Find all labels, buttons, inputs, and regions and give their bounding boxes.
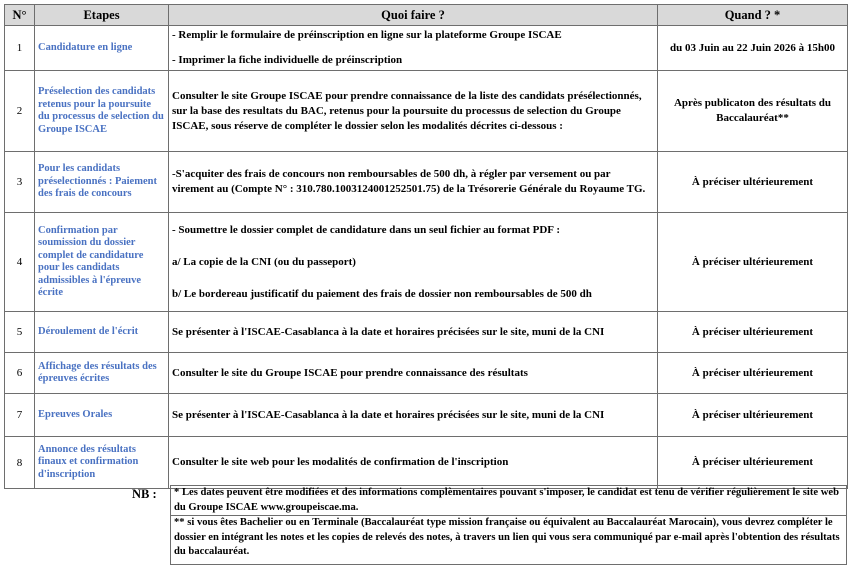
row-quand: À préciser ultérieurement [658, 353, 848, 394]
table-row [5, 152, 848, 213]
table-row [5, 353, 848, 394]
note-bachelier: ** si vous êtes Bachelier ou en Terminale (Baccalauréat type mission française ou équivalent au Baccalauréat Marocain), vous devrez compléter le dossier en intégrant les notes et les copies de relevés des notes, à travers un lien qui vous sera communiqué par e-mail après l'obtention des résultats du baccalauréat. [170, 515, 847, 565]
row-num: 1 [5, 26, 35, 71]
nb-label: NB : [132, 487, 157, 501]
row-quand: Après publicaton des résultats du Baccalauréat** [658, 71, 848, 152]
quoi-line: Consulter le site web pour les modalités de confirmation de l'inscription [172, 456, 509, 468]
row-num: 6 [5, 353, 35, 394]
row-num: 5 [5, 312, 35, 353]
row-quand: du 03 Juin au 22 Juin 2026 à 15h00 [658, 26, 848, 71]
quoi-line: b/ Le bordereau justificatif du paiement des frais de dossier non remboursables de 500 dh [172, 287, 592, 300]
row-num: 4 [5, 213, 35, 312]
row-quoi [169, 71, 658, 152]
row-etape: Déroulement de l'écrit [35, 312, 169, 353]
table-row [5, 394, 848, 437]
row-quand: À préciser ultérieurement [658, 152, 848, 213]
row-quoi [169, 394, 658, 437]
note-dates: * Les dates peuvent être modifiées et des informations complèmentaires pouvant s'imposer, le candidat est tenu de vérifier régulièrement le site web du Groupe ISCAE www.groupeiscae.ma. [170, 485, 847, 515]
row-num: 8 [5, 437, 35, 489]
quoi-line: Se présenter à l'ISCAE-Casablanca à la date et horaires précisées sur le site, muni de la CNI [172, 325, 605, 338]
table-row [5, 312, 848, 353]
row-quand: À préciser ultérieurement [658, 394, 848, 437]
header-row [5, 5, 848, 26]
row-num: 2 [5, 71, 35, 152]
table-row [5, 213, 848, 312]
row-num: 7 [5, 394, 35, 437]
quoi-line: - Imprimer la fiche individuelle de préinscription [172, 54, 403, 66]
quoi-line: Se présenter à l'ISCAE-Casablanca à la date et horaires précisées sur le site, muni de la CNI [172, 408, 605, 421]
table-row [5, 26, 848, 71]
header-quoi: Quoi faire ? [169, 5, 658, 26]
quoi-line: a/ La copie de la CNI (ou du passeport) [172, 255, 356, 268]
row-quoi [169, 437, 658, 489]
steps-table [4, 4, 848, 489]
row-quand: À préciser ultérieurement [658, 437, 848, 489]
row-quand: À préciser ultérieurement [658, 213, 848, 312]
row-quoi [169, 312, 658, 353]
header-quand: Quand ? * [658, 5, 848, 26]
row-quoi [169, 213, 658, 312]
row-quand: À préciser ultérieurement [658, 312, 848, 353]
table-row [5, 437, 848, 489]
row-quoi [169, 353, 658, 394]
row-quoi [169, 152, 658, 213]
row-etape: Candidature en ligne [35, 26, 169, 71]
header-num: N° [5, 5, 35, 26]
quoi-line: - Remplir le formulaire de préinscription en ligne sur la plateforme Groupe ISCAE [172, 29, 562, 41]
header-etapes: Etapes [35, 5, 169, 26]
row-etape: Confirmation par soumission du dossier complet de candidature pour les candidats admissibles à l'épreuve écrite [35, 213, 169, 312]
row-etape: Affichage des résultats des épreuves écrites [35, 353, 169, 394]
quoi-line: -S'acquiter des frais de concours non remboursables de 500 dh, à régler par versement ou par virement au (Compte N° : 310.780.1003124001252501.75) de la Trésorerie Générale du Royaume TG. [172, 168, 646, 195]
row-etape: Annonce des résultats finaux et confirmation d'inscription [35, 437, 169, 489]
row-etape: Pour les candidats préselectionnés : Paiement des frais de concours [35, 152, 169, 213]
row-etape: Préselection des candidats retenus pour la poursuite du processus de selection du Groupe ISCAE [35, 71, 169, 152]
table-row [5, 71, 848, 152]
quoi-line: Consulter le site du Groupe ISCAE pour prendre connaissance des résultats [172, 366, 528, 379]
quoi-line: Consulter le site Groupe ISCAE pour prendre connaissance de la liste des candidats présélectionnés, sur la base des resultats du BAC, retenus pour la poursuite du processus de selection du Groupe ISCAE, sous réserve de compléter le dossier selon les modalités décrites ci-dessous : [172, 89, 642, 132]
row-quoi [169, 26, 658, 71]
row-num: 3 [5, 152, 35, 213]
row-etape: Epreuves Orales [35, 394, 169, 437]
quoi-line: - Soumettre le dossier complet de candidature dans un seul fichier au format PDF : [172, 223, 561, 236]
